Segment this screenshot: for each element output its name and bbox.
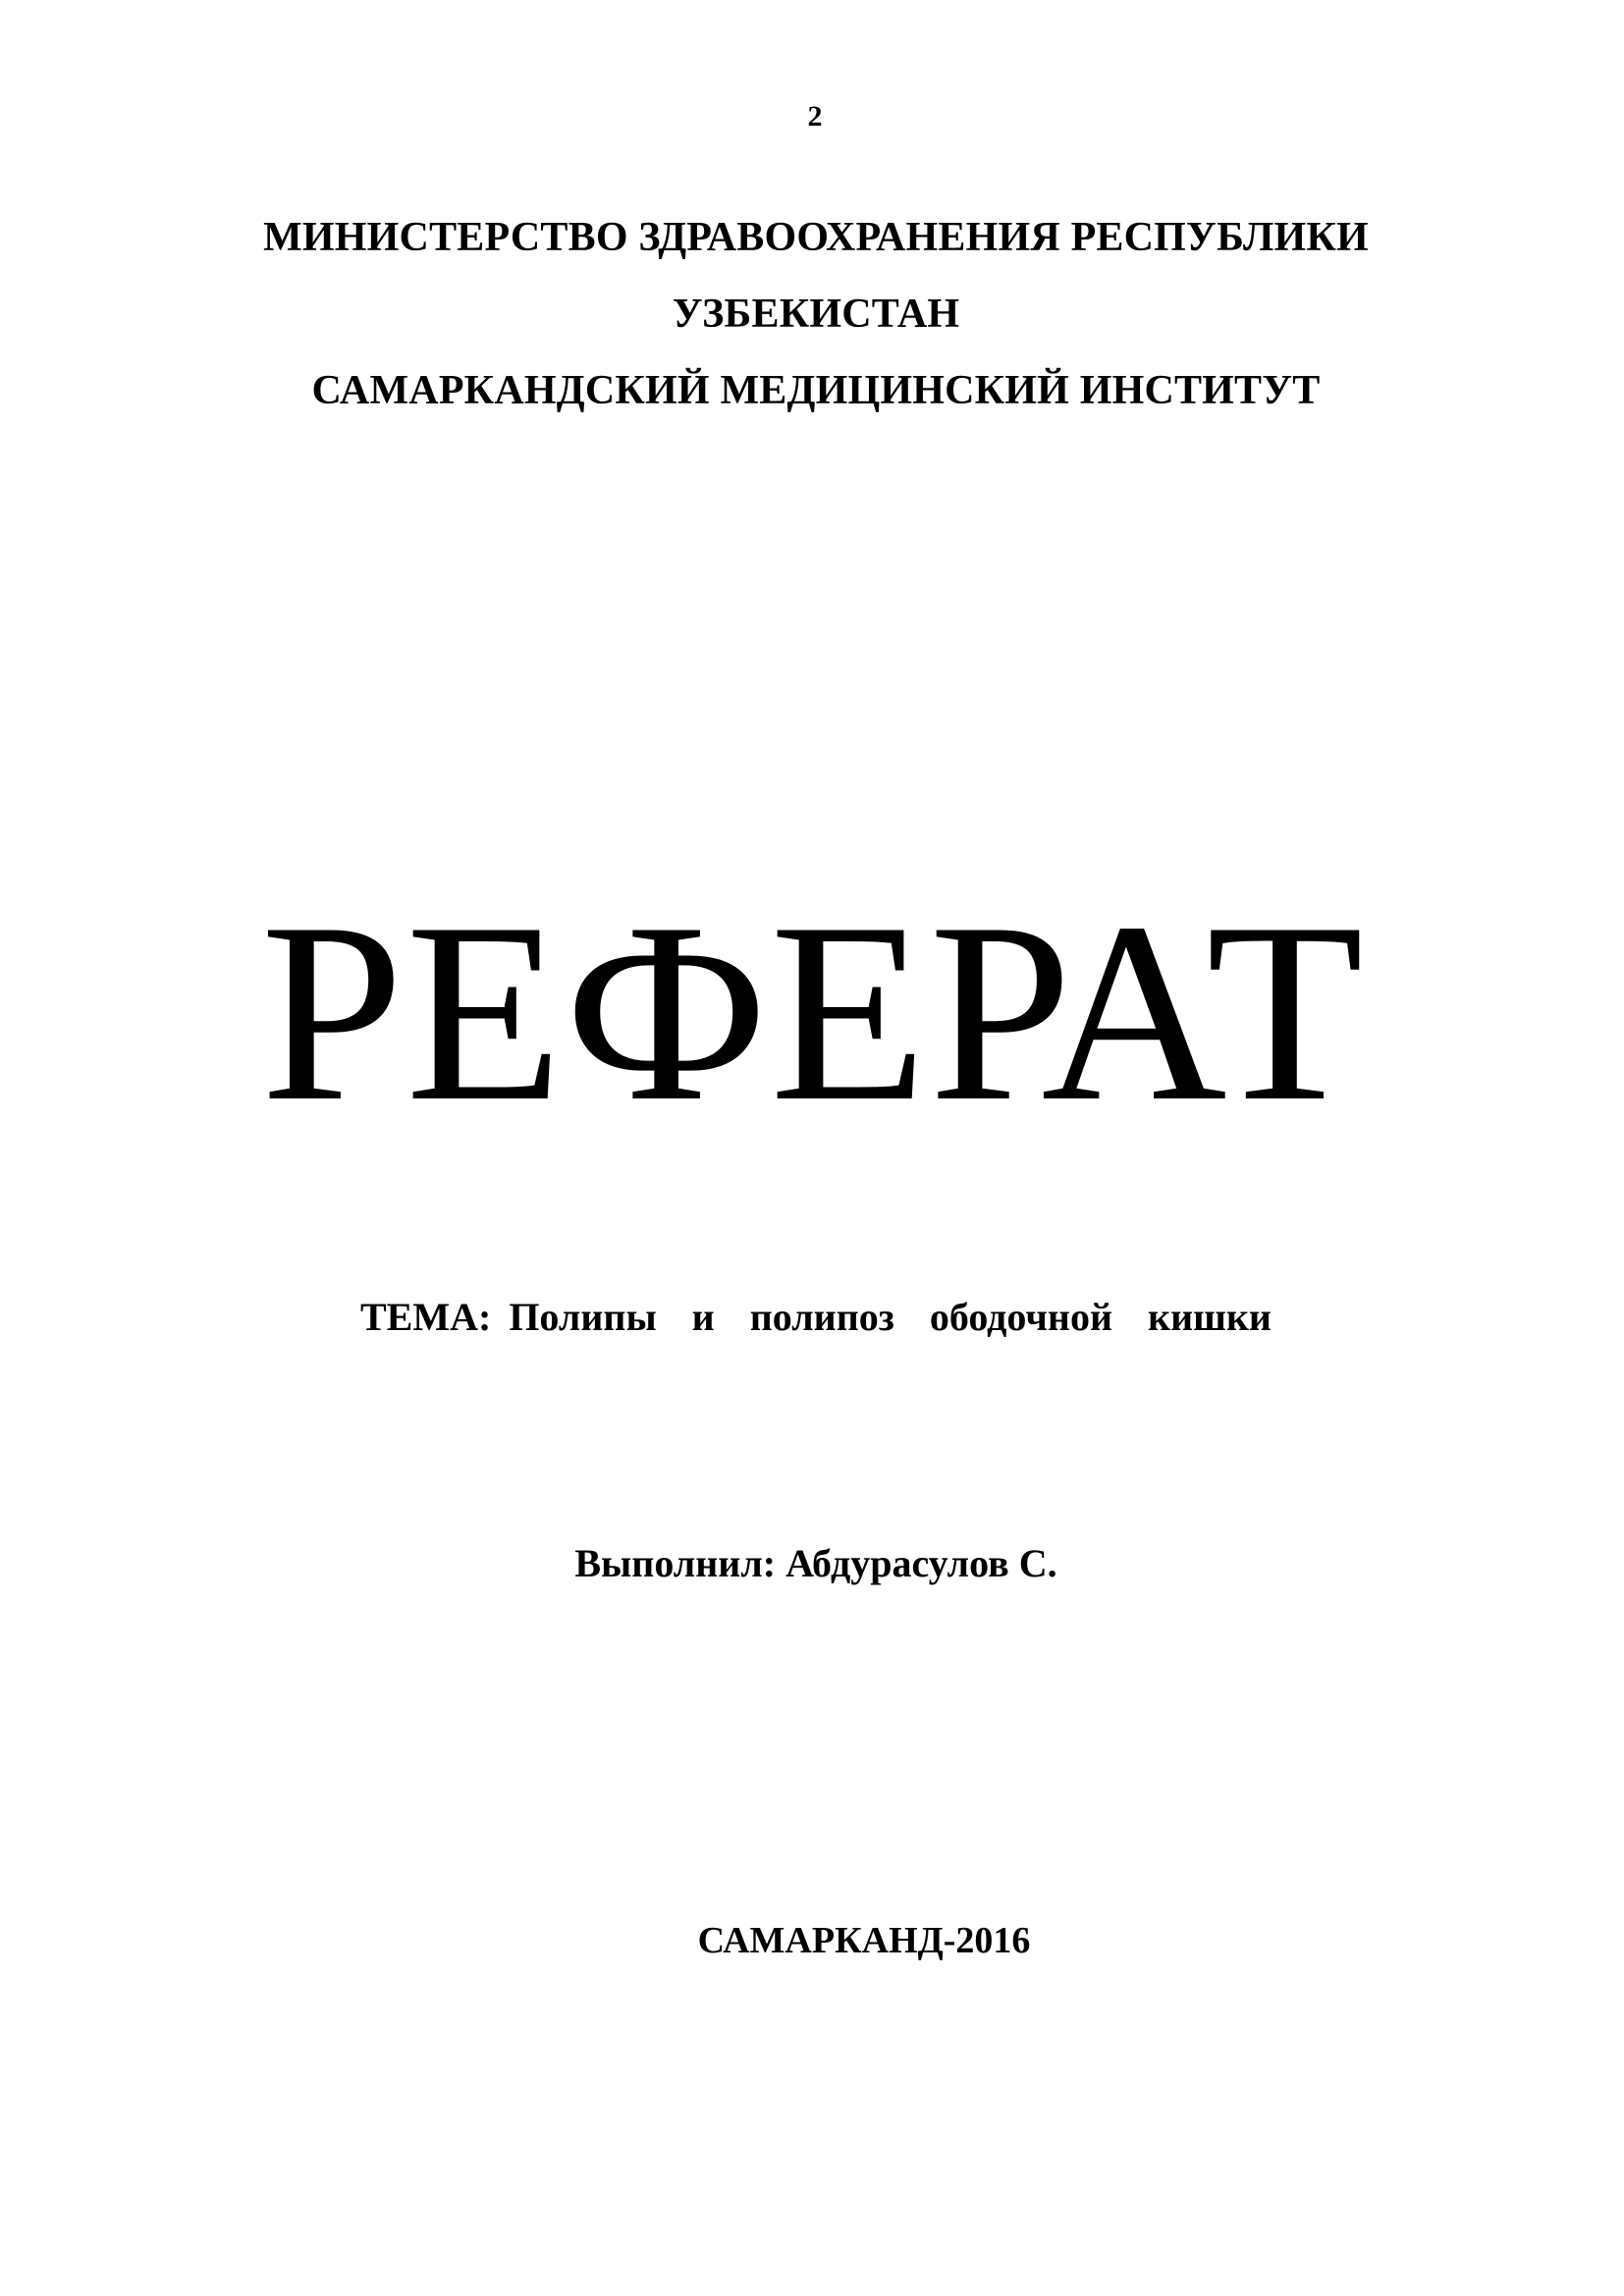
author-line: Выполнил: Абдурасулов С.: [574, 1541, 1057, 1585]
document-title: РЕФЕРАТ: [260, 870, 1366, 1154]
ministry-heading-line-2: УЗБЕКИСТАН: [672, 292, 960, 337]
page-number: 2: [807, 100, 823, 133]
topic-line: ТЕМА: Полипы и полипоз ободочной кишки: [360, 1295, 1272, 1339]
city-year-line: САМАРКАНД-2016: [697, 1920, 1031, 1961]
ministry-heading-line-1: МИНИСТЕРСТВО ЗДРАВООХРАНЕНИЯ РЕСПУБЛИКИ: [263, 215, 1369, 260]
institute-heading: САМАРКАНДСКИЙ МЕДИЦИНСКИЙ ИНСТИТУТ: [311, 368, 1321, 413]
